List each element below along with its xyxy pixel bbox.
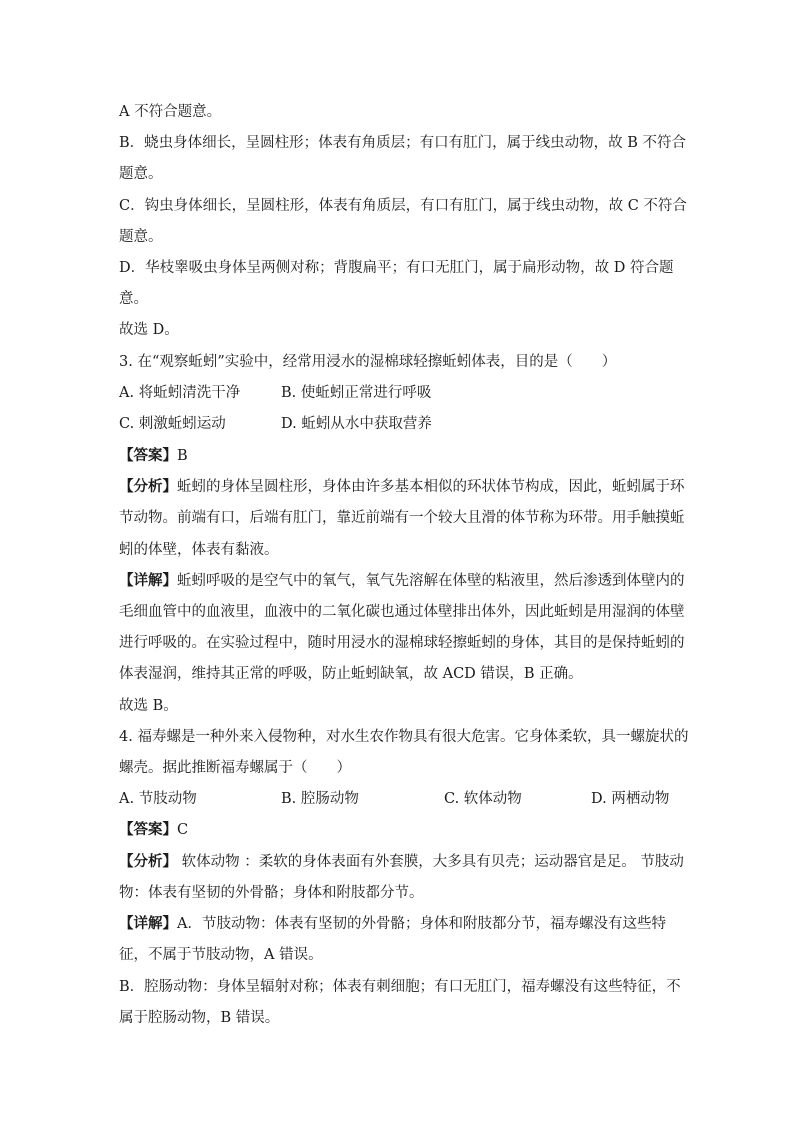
q3-options-row2 <box>119 414 679 434</box>
answer-tag: 【答案】 <box>119 821 177 838</box>
q3-option-b: B. 使蚯蚓正常进行呼吸 <box>281 385 432 401</box>
q2-option-d-line2: 意。 <box>119 291 148 307</box>
q4-option-d: D. 两栖动物 <box>591 791 670 807</box>
q4-stem-line1: 4. 福寿螺是一种外来入侵物种，对水生农作物具有很大危害。它身体柔软，具一螺旋状的 <box>119 729 689 745</box>
q3-answer <box>119 446 679 466</box>
q4-detail-b-line1: B．腔肠动物：身体呈辐射对称；体表有刺细胞；有口无肛门，福寿螺没有这些特征，不 <box>119 979 681 995</box>
detail-tag: 【详解】 <box>119 572 177 589</box>
q3-option-a: A. 将蚯蚓清洗干净 <box>119 385 241 401</box>
q3-detail-line2: 毛细血管中的血液里，血液中的二氧化碳也通过体壁排出体外，因此蚯蚓是用湿润的体壁 <box>119 604 685 620</box>
q4-options-row <box>119 789 679 809</box>
q3-detail-text1: 蚯蚓呼吸的是空气中的氧气，氧气先溶解在体壁的粘液里，然后渗透到体壁内的 <box>177 573 685 589</box>
q4-option-c: C. 软体动物 <box>444 791 522 807</box>
analysis-tag: 【分析】 <box>119 478 177 495</box>
q4-answer <box>119 820 679 840</box>
q2-option-b-line2: 题意。 <box>119 166 163 182</box>
q4-answer-value: C <box>177 822 189 838</box>
q3-analysis-line2: 节动物。前端有口，后端有肛门，靠近前端有一个较大且滑的体节称为环带。用手触摸蚯 <box>119 510 685 526</box>
q3-analysis-line1 <box>119 477 685 497</box>
q4-detail-text1: A．节肢动物：体表有坚韧的外骨骼；身体和附肢都分节，福寿螺没有这些特 <box>177 916 666 932</box>
q3-detail-line1 <box>119 571 685 591</box>
q3-option-c: C. 刺激蚯蚓运动 <box>119 416 226 432</box>
analysis-tag: 【分析】 <box>119 853 177 870</box>
q3-analysis-text1: 蚯蚓的身体呈圆柱形，身体由许多基本相似的环状体节构成，因此，蚯蚓属于环 <box>177 479 685 495</box>
q3-detail-line3: 进行呼吸的。在实验过程中，随时用浸水的湿棉球轻擦蚯蚓的身体，其目的是保持蚯蚓的 <box>119 635 685 651</box>
q3-choose: 故选 B。 <box>119 698 178 714</box>
q3-stem: 3. 在“观察蚯蚓”实验中，经常用浸水的湿棉球轻擦蚯蚓体表，目的是（ ） <box>119 354 617 370</box>
q4-detail-b-line2: 属于腔肠动物，B 错误。 <box>119 1010 280 1026</box>
q4-analysis-line1 <box>119 852 684 872</box>
q3-options-row1 <box>119 383 679 403</box>
q3-analysis-line3: 蚓的体壁，体表有黏液。 <box>119 542 279 558</box>
q3-detail-line4: 体表湿润，维持其正常的呼吸，防止蚯蚓缺氧，故 ACD 错误，B 正确。 <box>119 666 583 682</box>
detail-tag: 【详解】 <box>119 915 177 932</box>
q2-option-c-line1: C．钩虫身体细长，呈圆柱形，体表有角质层，有口有肛门，属于线虫动物，故 C 不符合 <box>119 198 687 214</box>
q2-choose: 故选 D。 <box>119 322 179 338</box>
q3-option-d: D. 蚯蚓从水中获取营养 <box>281 416 432 432</box>
q4-analysis-line2: 物：体表有坚韧的外骨骼；身体和附肢都分节。 <box>119 885 424 901</box>
q3-answer-value: B <box>177 448 188 464</box>
q2-option-a-conclusion: A 不符合题意。 <box>119 104 222 120</box>
q4-detail-line2: 征，不属于节肢动物，A 错误。 <box>119 947 323 963</box>
q4-option-b: B. 腔肠动物 <box>281 791 359 807</box>
q4-stem-line2: 螺壳。据此推断福寿螺属于（ ） <box>119 760 351 776</box>
q2-option-d-line1: D．华枝睾吸虫身体呈两侧对称；背腹扁平；有口无肛门，属于扁形动物，故 D 符合题 <box>119 260 674 276</box>
q4-analysis-text1: 软体动物 ：柔软的身体表面有外套膜，大多具有贝壳；运动器官是足。 节肢动 <box>177 854 684 870</box>
q4-option-a: A. 节肢动物 <box>119 791 197 807</box>
answer-tag: 【答案】 <box>119 447 177 464</box>
q2-option-c-line2: 题意。 <box>119 229 163 245</box>
q4-detail-line1 <box>119 914 679 934</box>
q2-option-b-line1: B．蛲虫身体细长，呈圆柱形；体表有角质层；有口有肛门，属于线虫动物，故 B 不符合 <box>119 135 687 151</box>
